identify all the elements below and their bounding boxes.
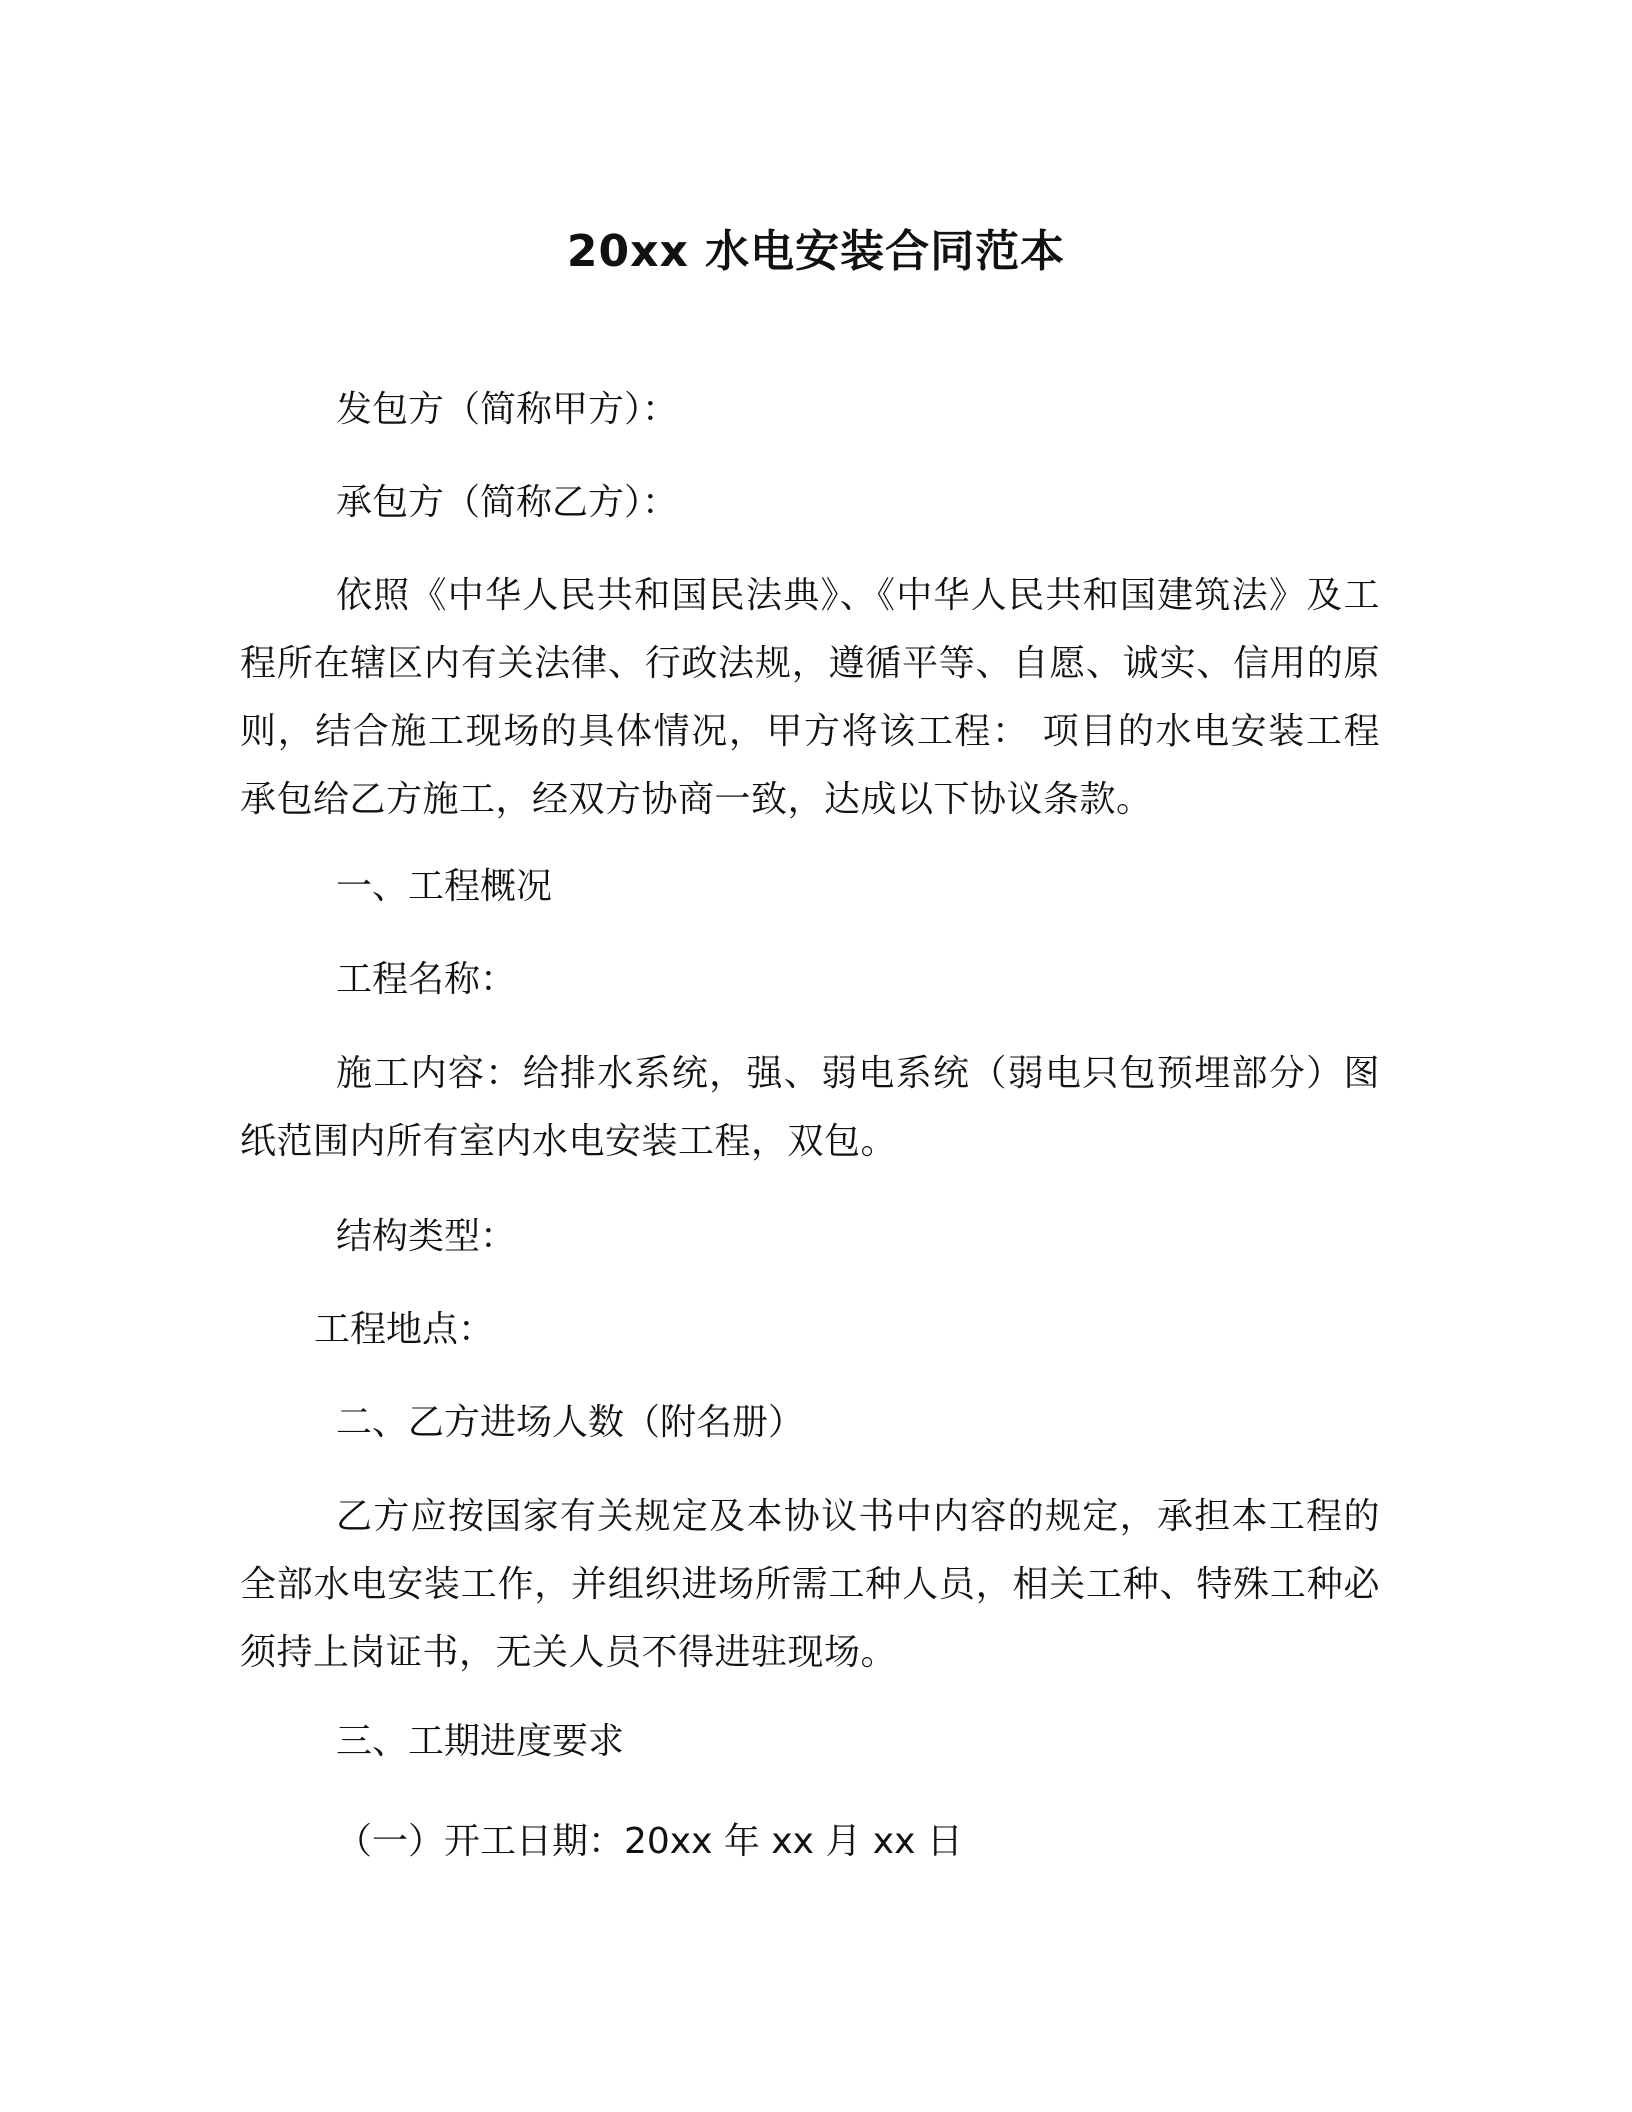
project-name-line: 工程名称： [336,959,517,1000]
project-location-line: 工程地点： [314,1309,495,1350]
structure-type-line: 结构类型： [336,1216,517,1257]
section-2-heading: 二、乙方进场人数（附名册） [336,1402,805,1443]
start-date-line: （一）开工日期：20xx 年 xx 月 xx 日 [336,1821,963,1862]
intro-paragraph: 依照《中华人民共和国民法典》、《中华人民共和国建筑法》及工程所在辖区内有关法律、行政法规，遵循平等、自愿、诚实、信用的原则，结合施工现场的具体情况，甲方将该工程： 项目的水电安装工程承包给乙方施工，经双方协商一致，达成以下协议条款。 [240,575,1380,820]
party-a-line: 发包方（简称甲方）： [336,389,679,430]
construction-content-paragraph: 施工内容：给排水系统，强、弱电系统（弱电只包预埋部分）图纸范围内所有室内水电安装工程，双包。 [240,1053,1380,1162]
section-1-heading: 一、工程概况 [336,866,553,907]
party-b-line: 承包方（简称乙方）： [336,482,679,523]
document-title: 20xx 水电安装合同范本 [566,226,1066,277]
section-2-paragraph: 乙方应按国家有关规定及本协议书中内容的规定，承担本工程的全部水电安装工作，并组织进场所需工种人员，相关工种、特殊工种必须持上岗证书，无关人员不得进驻现场。 [240,1496,1380,1673]
section-3-heading: 三、工期进度要求 [336,1721,625,1762]
